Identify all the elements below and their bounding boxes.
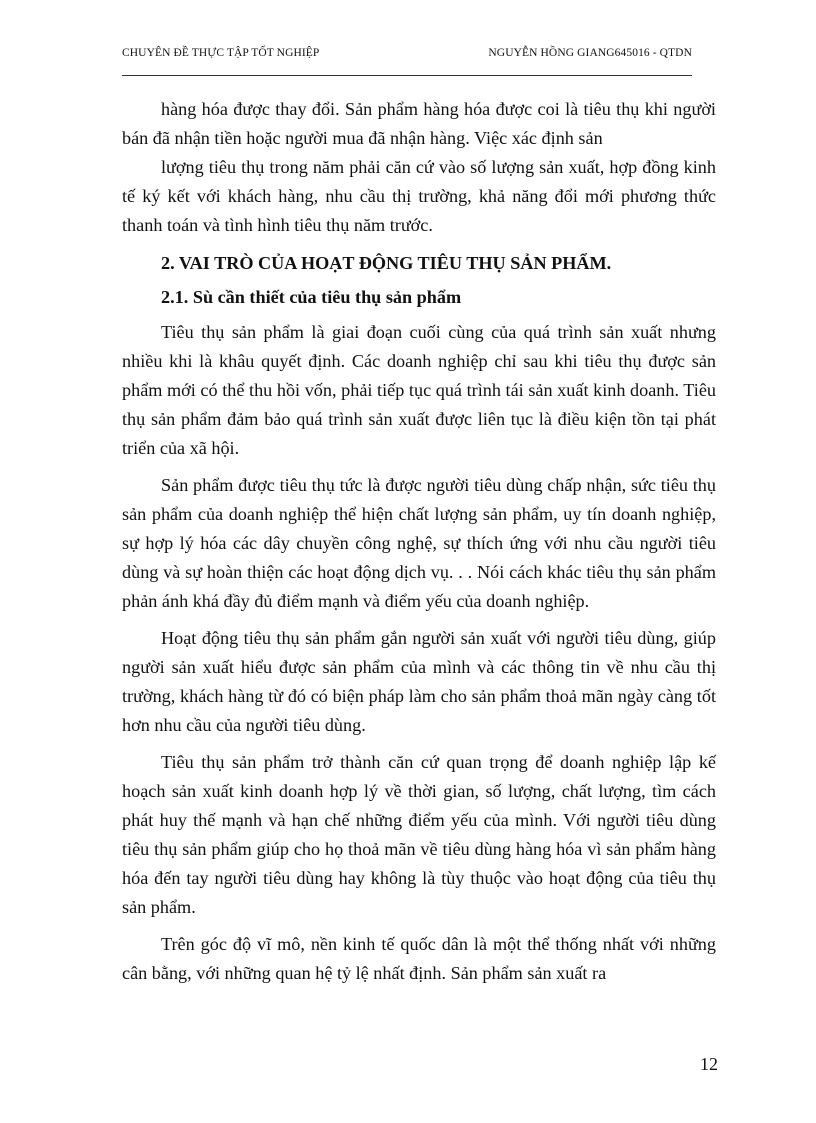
paragraph-continuation: hàng hóa được thay đổi. Sản phẩm hàng hóa được coi là tiêu thụ khi người bán đã nhận tiền hoặc người mua đã nhận hàng. Việc xác định sản <box>122 99 716 148</box>
header-document-title: CHUYÊN ĐỀ THỰC TẬP TỐT NGHIỆP <box>122 47 320 59</box>
header-divider <box>122 75 692 76</box>
paragraph-planning-basis: Tiêu thụ sản phẩm trở thành căn cứ quan trọng để doanh nghiệp lập kế hoạch sản xuất kinh doanh hợp lý về thời gian, số lượng, chất lượng, tìm cách phát huy thế mạnh và hạn chế những điểm yếu của mình. Với người tiêu dùng tiêu thụ sản phẩm giúp cho họ thoả mãn về tiêu dùng hàng hóa vì sản phẩm hàng hóa đến tay người tiêu dùng hay không là tùy thuộc vào hoạt động của tiêu thụ sản phẩm. <box>122 752 716 917</box>
paragraph-sales-volume: lượng tiêu thụ trong năm phải căn cứ vào số lượng sản xuất, hợp đồng kinh tế ký kết với khách hàng, nhu cầu thị trường, khả năng đổi mới phương thức thanh toán và tình hình tiêu thụ năm trước. <box>122 157 716 235</box>
paragraph-consumer-acceptance: Sản phẩm được tiêu thụ tức là được người tiêu dùng chấp nhận, sức tiêu thụ sản phẩm của doanh nghiệp thể hiện chất lượng sản phẩm, uy tín doanh nghiệp, sự hợp lý hóa các dây chuyền công nghệ, sự thích ứng với nhu cầu người tiêu dùng và sự hoàn thiện các hoạt động dịch vụ. . . Nói cách khác tiêu thụ sản phẩm phản ánh khá đầy đủ điểm mạnh và điểm yếu của doanh nghiệp. <box>122 475 716 611</box>
header-author: NGUYỄN HỒNG GIANG645016 - QTDN <box>488 47 692 59</box>
section-heading: 2. VAI TRÒ CỦA HOẠT ĐỘNG TIÊU THỤ SẢN PHẨM. <box>161 253 612 273</box>
page-number: 12 <box>700 1054 718 1074</box>
paragraph-macro-view: Trên góc độ vĩ mô, nền kinh tế quốc dân là một thể thống nhất với những cân bằng, với những quan hệ tỷ lệ nhất định. Sản phẩm sản xuất ra <box>122 934 716 983</box>
paragraph-producer-consumer-link: Hoạt động tiêu thụ sản phẩm gắn người sản xuất với người tiêu dùng, giúp người sản xuất hiểu được sản phẩm của mình và các thông tin về nhu cầu thị trường, khách hàng từ đó có biện pháp làm cho sản phẩm thoả mãn ngày càng tốt hơn nhu cầu của người tiêu dùng. <box>122 628 716 735</box>
paragraph-final-stage: Tiêu thụ sản phẩm là giai đoạn cuối cùng của quá trình sản xuất nhưng nhiều khi là khâu quyết định. Các doanh nghiệp chỉ sau khi tiêu thụ được sản phẩm mới có thể thu hồi vốn, phải tiếp tục quá trình tái sản xuất kinh doanh. Tiêu thụ sản phẩm đảm bảo quá trình sản xuất được liên tục là điều kiện tồn tại phát triển của xã hội. <box>122 322 716 458</box>
page-body <box>122 95 716 996</box>
page-header <box>122 47 692 65</box>
subsection-heading: 2.1. Sù cần thiết của tiêu thụ sản phẩm <box>161 287 462 307</box>
